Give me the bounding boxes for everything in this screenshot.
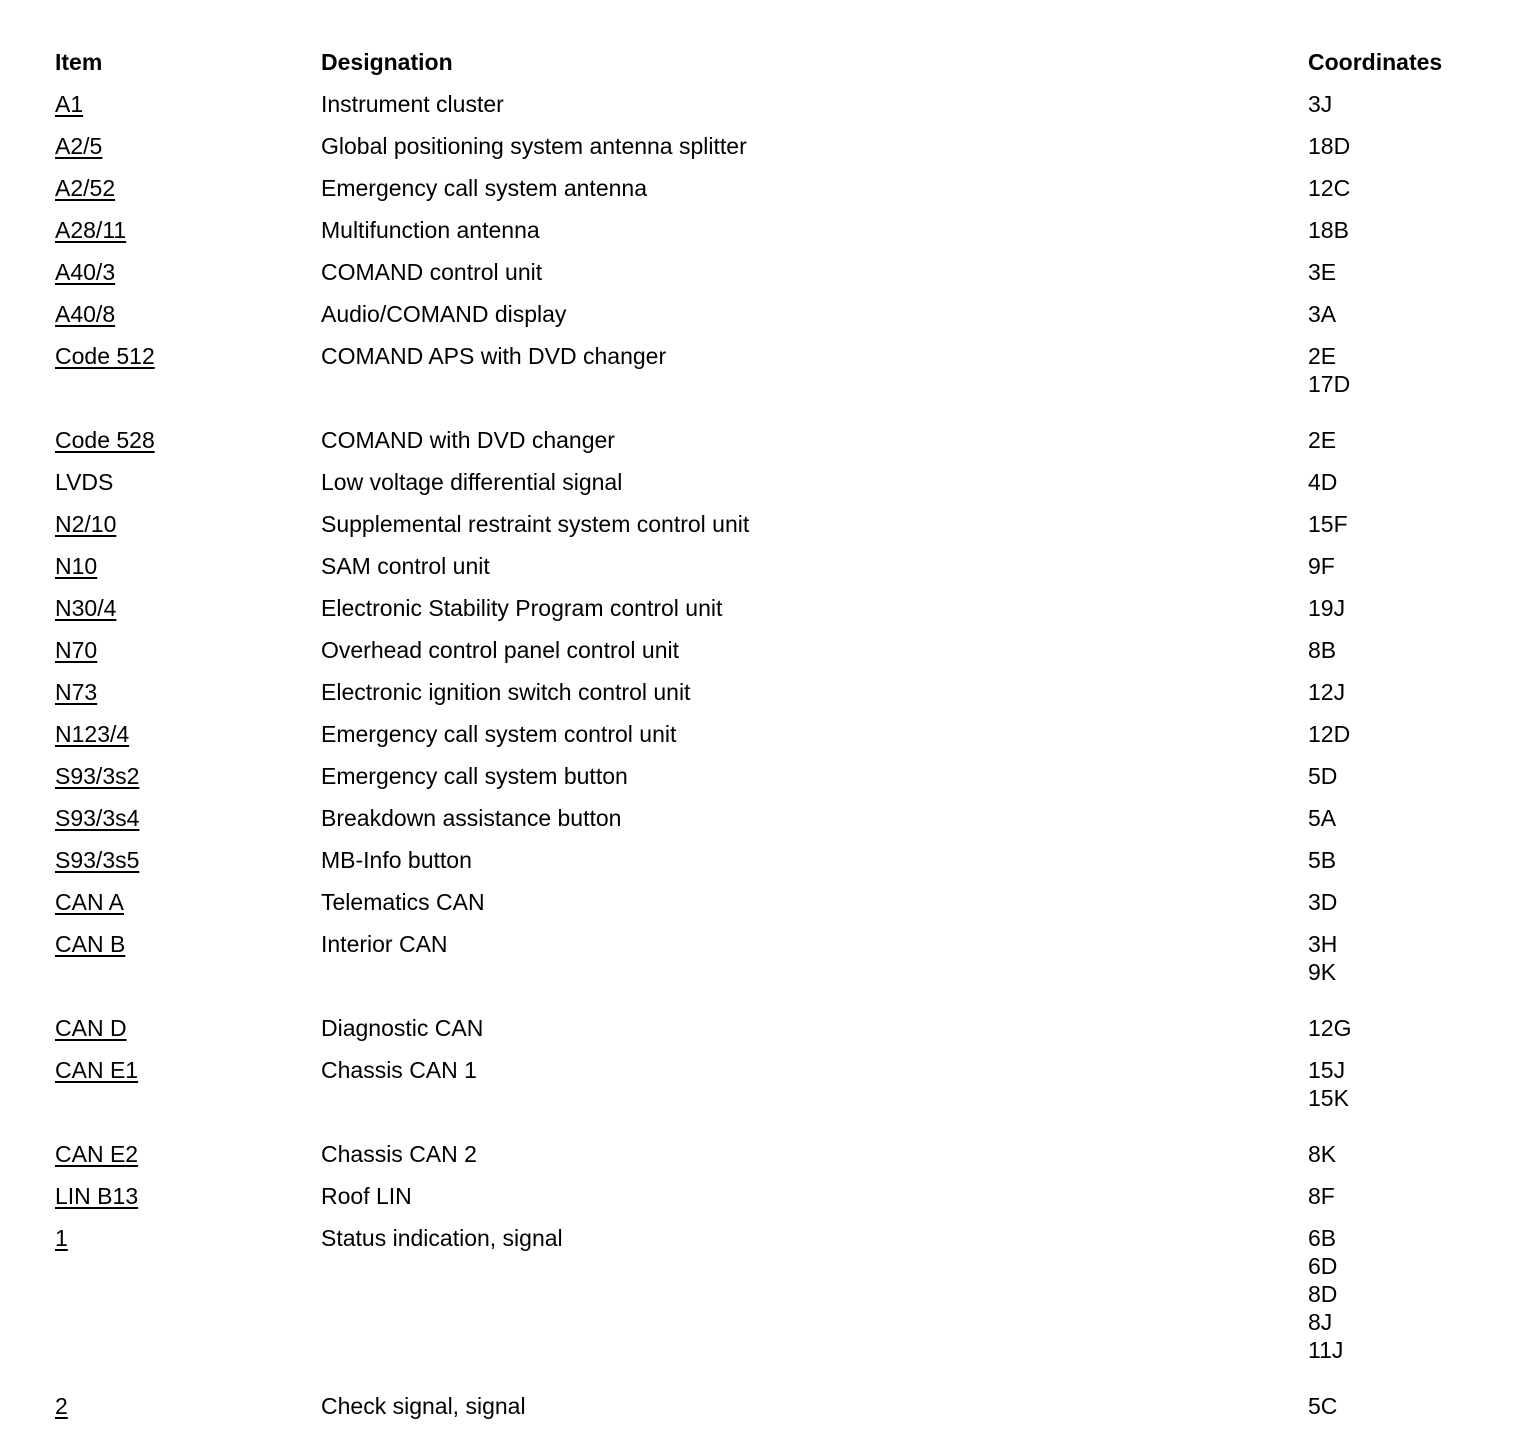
designation-cell: Instrument cluster [321,91,504,117]
coordinates-cell [1308,846,1495,874]
designation-cell: Telematics CAN [321,889,485,915]
coordinates-cell [1308,468,1495,496]
coordinates-cell [1308,678,1495,706]
header-designation: Designation [321,49,453,75]
table-row [55,804,1495,846]
coordinate-value: 3H [1308,931,1338,957]
coordinates-cell [1308,804,1495,832]
coordinate-value: 9K [1308,959,1337,985]
coordinates-cell [1308,300,1495,328]
item-link[interactable]: Code 512 [55,343,155,369]
coordinate-value: 5C [1308,1393,1338,1419]
table-row [55,510,1495,552]
designation-cell: Global positioning system antenna splitter [321,133,747,159]
coordinate-value: 8F [1308,1183,1335,1209]
coordinate-value: 5A [1308,805,1337,831]
item-cell [55,552,321,580]
designation-cell: SAM control unit [321,553,490,579]
coordinate-value: 18D [1308,133,1351,159]
item-link[interactable]: A40/8 [55,301,116,327]
designation-cell: MB-Info button [321,847,472,873]
designation-cell: Electronic ignition switch control unit [321,679,691,705]
designation-cell: COMAND control unit [321,259,543,285]
table-row [55,1224,1495,1392]
table-row [55,678,1495,720]
table-row [55,846,1495,888]
table-row [55,300,1495,342]
designation-cell: Emergency call system button [321,763,628,789]
table-row [55,216,1495,258]
designation-cell: Overhead control panel control unit [321,637,679,663]
coordinate-value: 9F [1308,553,1335,579]
coordinate-value: 15J [1308,1057,1346,1083]
item-cell [55,342,321,370]
item-cell [55,846,321,874]
item-cell [55,804,321,832]
table-row [55,90,1495,132]
table-row [55,888,1495,930]
table-row [55,552,1495,594]
item-link[interactable]: CAN E1 [55,1057,139,1083]
designation-cell: COMAND with DVD changer [321,427,615,453]
coordinates-cell [1308,426,1495,454]
item-cell [55,636,321,664]
coordinates-cell [1308,1140,1495,1168]
coordinates-cell [1308,762,1495,790]
item-cell [55,510,321,538]
table-row [55,720,1495,762]
designation-cell: Multifunction antenna [321,217,540,243]
table-header [55,48,1495,90]
coordinate-value: 2E [1308,343,1337,369]
coordinate-value: 8K [1308,1141,1337,1167]
coordinate-value: 12D [1308,721,1351,747]
table-row [55,258,1495,300]
item-cell [55,1140,321,1168]
table-row [55,426,1495,468]
coordinates-cell [1308,594,1495,622]
item-cell [55,468,321,496]
coordinate-value: 18B [1308,217,1349,243]
designation-cell: Interior CAN [321,931,448,957]
coordinate-value: 11J [1308,1337,1344,1363]
coordinate-value: 3D [1308,889,1338,915]
item-cell [55,174,321,202]
coordinates-cell [1308,258,1495,286]
coordinate-value: 5D [1308,763,1338,789]
item-cell [55,1392,321,1420]
item-link[interactable]: N30/4 [55,595,117,621]
header-coordinates: Coordinates [1308,49,1443,75]
coordinates-cell [1308,636,1495,664]
item-link[interactable]: 2 [55,1393,68,1419]
coordinates-cell [1308,132,1495,160]
item-cell [55,300,321,328]
designation-cell: Emergency call system control unit [321,721,677,747]
item-link[interactable]: N73 [55,679,98,705]
item-cell [55,888,321,916]
item-link[interactable]: CAN E2 [55,1141,139,1167]
designation-cell: Status indication, signal [321,1225,563,1251]
designation-cell: Emergency call system antenna [321,175,647,201]
coordinates-cell [1308,552,1495,580]
designation-cell: Low voltage differential signal [321,469,623,495]
coordinate-value: 4D [1308,469,1338,495]
item-link[interactable]: Code 528 [55,427,155,453]
item-cell [55,426,321,454]
coordinate-value: 8D [1308,1281,1338,1307]
coordinate-value: 2E [1308,427,1337,453]
item-cell [55,216,321,244]
header-item: Item [55,49,103,75]
coordinates-cell [1308,1182,1495,1210]
coordinates-cell [1308,216,1495,244]
item-link[interactable]: S93/3s4 [55,805,140,831]
table-row [55,174,1495,216]
item-link[interactable]: CAN B [55,931,126,957]
designation-cell: Chassis CAN 1 [321,1057,477,1083]
table-body [55,90,1495,1434]
item-cell [55,1182,321,1210]
table-row [55,594,1495,636]
item-cell [55,930,321,958]
item-cell [55,594,321,622]
item-cell [55,762,321,790]
item-link[interactable]: S93/3s5 [55,847,140,873]
coordinate-value: 19J [1308,595,1346,621]
coordinate-value: 8B [1308,637,1337,663]
item-link[interactable]: N2/10 [55,511,117,537]
coordinate-value: 6B [1308,1225,1337,1251]
designation-cell: Electronic Stability Program control unit [321,595,723,621]
coordinate-value: 12J [1308,679,1346,705]
item-cell [55,132,321,160]
coordinate-value: 3E [1308,259,1337,285]
coordinate-value: 15F [1308,511,1348,537]
table-row [55,1182,1495,1224]
table-row [55,468,1495,510]
item-link[interactable]: A1 [55,91,84,117]
coordinate-value: 12C [1308,175,1351,201]
item-cell [55,258,321,286]
table-row [55,762,1495,804]
item-cell [55,90,321,118]
coordinate-value: 3J [1308,91,1333,117]
coordinates-cell [1308,342,1495,398]
coordinates-cell [1308,1392,1495,1420]
designation-cell: Check signal, signal [321,1393,526,1419]
designation-cell: Roof LIN [321,1183,412,1209]
item-link[interactable]: A2/5 [55,133,103,159]
coordinates-cell [1308,174,1495,202]
item-cell [55,678,321,706]
item-cell [55,1224,321,1252]
coordinates-cell [1308,1056,1495,1112]
designation-cell: Diagnostic CAN [321,1015,484,1041]
coordinates-cell [1308,1224,1495,1364]
table-row [55,1140,1495,1182]
table-row [55,930,1495,1014]
item-link[interactable]: N123/4 [55,721,130,747]
coordinates-cell [1308,1014,1495,1042]
coordinates-cell [1308,930,1495,986]
coordinate-value: 6D [1308,1253,1338,1279]
item-cell [55,1014,321,1042]
table-row [55,1392,1495,1434]
item-link[interactable]: CAN D [55,1015,127,1041]
item-label: LVDS [55,469,114,495]
table-row [55,342,1495,426]
item-link[interactable]: 1 [55,1225,68,1251]
coordinate-value: 12G [1308,1015,1352,1041]
coordinates-cell [1308,510,1495,538]
item-link[interactable]: N70 [55,637,98,663]
item-link[interactable]: A28/11 [55,217,127,243]
item-link[interactable]: CAN A [55,889,125,915]
table-row [55,132,1495,174]
designation-cell: COMAND APS with DVD changer [321,343,667,369]
legend-table [55,48,1495,1434]
item-cell [55,720,321,748]
coordinates-cell [1308,90,1495,118]
coordinate-value: 15K [1308,1085,1349,1111]
table-row [55,1014,1495,1056]
coordinate-value: 3A [1308,301,1337,327]
coordinates-cell [1308,720,1495,748]
designation-cell: Breakdown assistance button [321,805,622,831]
designation-cell: Audio/COMAND display [321,301,567,327]
coordinates-cell [1308,888,1495,916]
table-row [55,636,1495,678]
table-row [55,1056,1495,1140]
item-link[interactable]: A2/52 [55,175,116,201]
designation-cell: Supplemental restraint system control unit [321,511,750,537]
item-link[interactable]: N10 [55,553,98,579]
coordinate-value: 8J [1308,1309,1333,1335]
coordinate-value: 17D [1308,371,1351,397]
designation-cell: Chassis CAN 2 [321,1141,477,1167]
item-link[interactable]: S93/3s2 [55,763,140,789]
item-link[interactable]: LIN B13 [55,1183,139,1209]
item-link[interactable]: A40/3 [55,259,116,285]
coordinate-value: 5B [1308,847,1337,873]
item-cell [55,1056,321,1084]
